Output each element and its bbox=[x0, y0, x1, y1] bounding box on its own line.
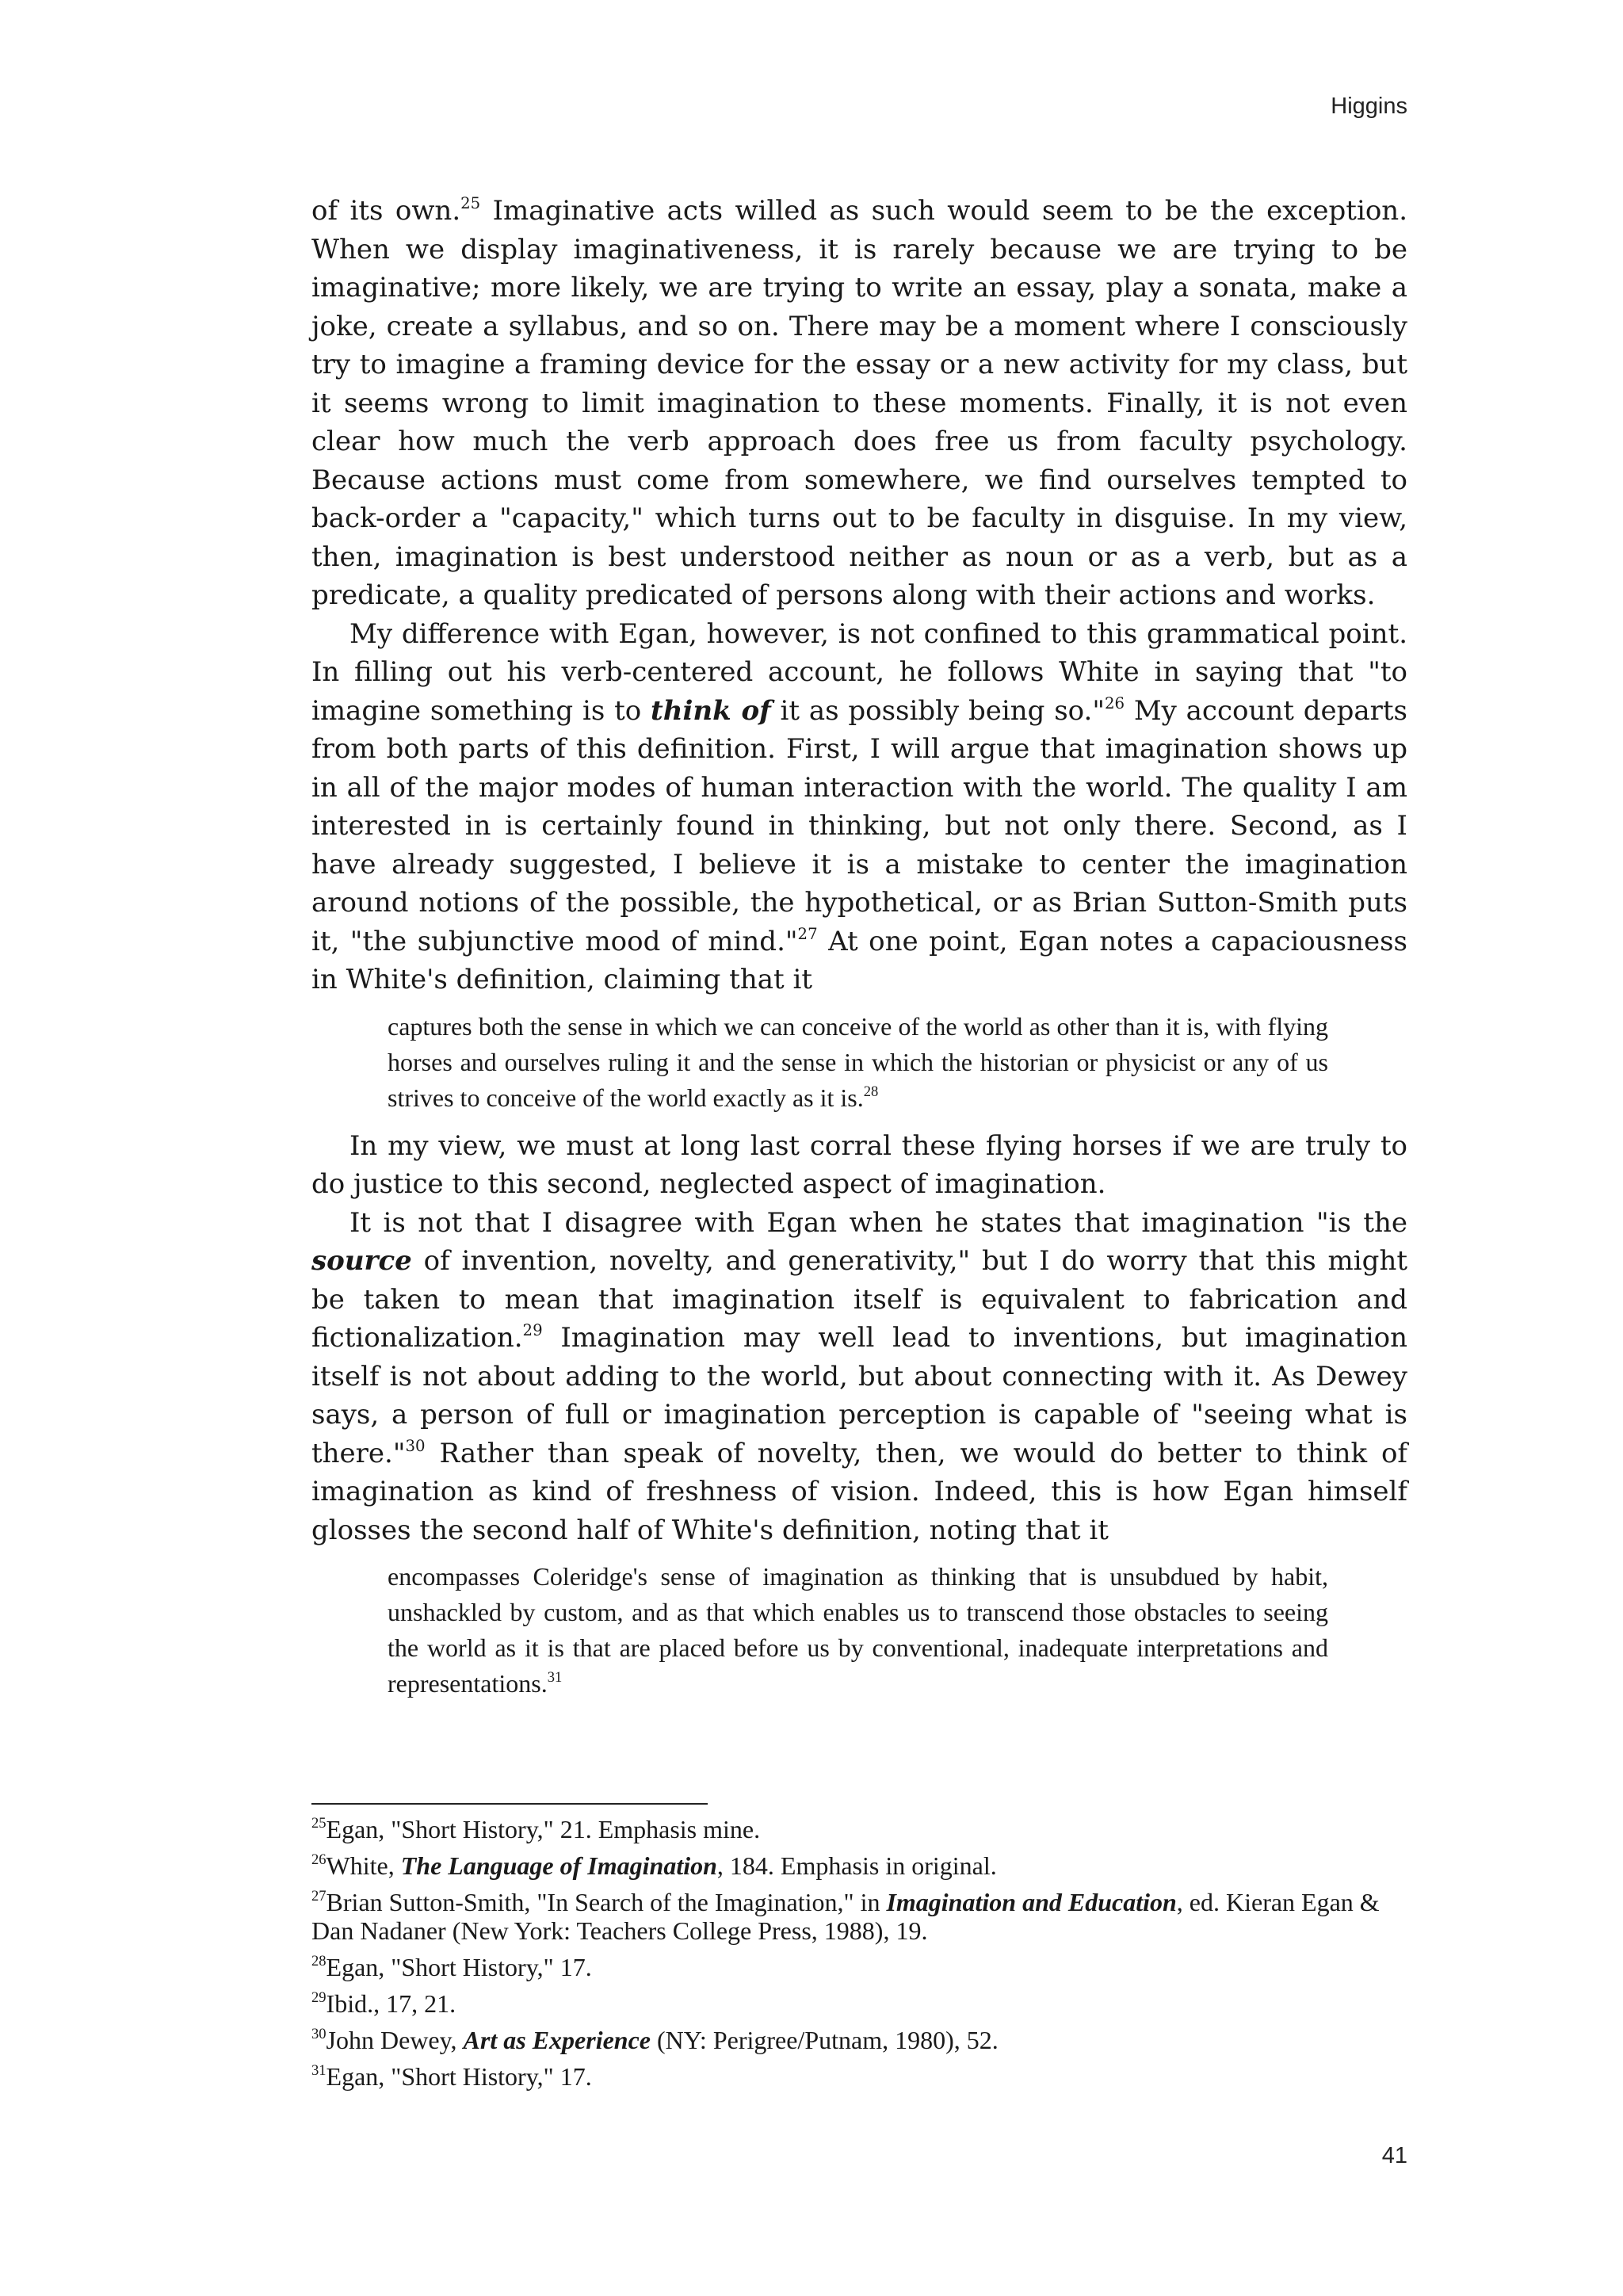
footnote-ref-30[interactable]: 30 bbox=[405, 1436, 426, 1455]
footnote-ref-27[interactable]: 27 bbox=[797, 924, 818, 943]
quote-text: captures both the sense in which we can conceive of the world as other than it is, with flying horses and ourselves ruling it and the sense in which the historian or physicist or any of us strives to conceive of the world exactly as it is. bbox=[388, 1011, 1328, 1112]
cited-title: Imagination and Education bbox=[886, 1888, 1177, 1916]
footnotes bbox=[311, 1815, 1421, 2099]
footnote-divider bbox=[311, 1803, 708, 1805]
footnote-29 bbox=[311, 1989, 1421, 2018]
footnote-28 bbox=[311, 1953, 1421, 1981]
quote-text: encompasses Coleridge's sense of imagination as thinking that is unsubdued by habit, unshackled by custom, and as that which enables us to transcend those obstacles to seeing the world as it is that are placed before us by conventional, inadequate interpretations and representations. bbox=[388, 1562, 1328, 1698]
cited-title: Art as Experience bbox=[463, 2026, 651, 2054]
text-run: It is not that I disagree with Egan when he states that imagination "is the bbox=[349, 1206, 1407, 1239]
footnote-number: 31 bbox=[311, 2062, 327, 2080]
emphasis-source: source bbox=[311, 1245, 412, 1277]
footnote-number: 29 bbox=[311, 1989, 327, 2007]
paragraph-2 bbox=[311, 615, 1407, 999]
footnote-text: Egan, "Short History," 17. bbox=[326, 1953, 592, 1981]
paragraph-1 bbox=[311, 192, 1407, 615]
footnote-number: 27 bbox=[311, 1888, 327, 1905]
footnote-text: Ibid., 17, 21. bbox=[326, 1989, 456, 2018]
footnote-31 bbox=[311, 2062, 1421, 2091]
paragraph-4 bbox=[311, 1204, 1407, 1550]
footnote-text: John Dewey, bbox=[326, 2026, 464, 2054]
paragraph-3: In my view, we must at long last corral these flying horses if we are truly to do justice to this second, neglected aspect of imagination. bbox=[311, 1129, 1407, 1200]
footnote-25 bbox=[311, 1815, 1421, 1843]
block-quote-2 bbox=[388, 1559, 1328, 1702]
footnote-ref-29[interactable]: 29 bbox=[522, 1321, 543, 1340]
text-run: it as possibly being so." bbox=[770, 694, 1105, 727]
footnote-27 bbox=[311, 1888, 1421, 1945]
footnote-ref-31[interactable]: 31 bbox=[547, 1669, 563, 1687]
text-run: Rather than speak of novelty, then, we would do better to think of imagination as kind of freshness of vision. Indeed, this is how Egan himself glosses the second half of White's definition, noting that it bbox=[311, 1437, 1407, 1546]
footnote-number: 30 bbox=[311, 2026, 327, 2043]
footnote-ref-26[interactable]: 26 bbox=[1104, 693, 1125, 712]
block-quote-1 bbox=[388, 1009, 1328, 1116]
footnote-number: 28 bbox=[311, 1953, 327, 1970]
text-run: At one point, Egan notes a capaciousness in White's definition, claiming that it bbox=[311, 925, 1408, 995]
footnote-number: 25 bbox=[311, 1815, 327, 1832]
footnote-text: , 184. Emphasis in original. bbox=[716, 1851, 997, 1880]
footnote-ref-28[interactable]: 28 bbox=[863, 1083, 879, 1100]
emphasis-think-of: think of bbox=[651, 694, 771, 727]
text-run: My account departs from both parts of this definition. First, I will argue that imagination shows up in all of the major modes of human interaction with the world. The quality I am interested in is certainly found in thinking, but not only there. Second, as I have already suggested, I believe it is a mistake to center the imagination around notions of the possible, the hypothetical, or as Brian Sutton-Smith puts it, "the subjunctive mood of mind." bbox=[311, 694, 1408, 957]
footnote-text: Egan, "Short History," 17. bbox=[326, 2062, 592, 2091]
text-run: Imagination may well lead to inventions, but imagination itself is not about adding to the world, but about connecting with it. As Dewey says, a person of full or imagination perception is capable of "seeing what is there." bbox=[311, 1322, 1407, 1469]
footnote-text: Brian Sutton-Smith, "In Search of the Imagination," in bbox=[326, 1888, 887, 1916]
page-number: 41 bbox=[1381, 2143, 1407, 2168]
footnote-number: 26 bbox=[311, 1851, 327, 1869]
text-run: Imaginative acts willed as such would seem to be the exception. When we display imaginativeness, it is rarely because we are trying to be imaginative; more likely, we are trying to write an essay, play a sonata, make a joke, create a syllabus, and so on. There may be a moment where I consciously try to imagine a framing device for the essay or a new activity for my class, but it seems wrong to limit imagination to these moments. Finally, it is not even clear how much the verb approach does free us from faculty psychology. Because actions must come from somewhere, we find ourselves tempted to back-order a "capacity," which turns out to be faculty in disguise. In my view, then, imagination is best understood neither as noun or as a verb, but as a predicate, a quality predicated of persons along with their actions and works. bbox=[311, 195, 1408, 611]
text-run: of invention, novelty, and generativity," but I do worry that this might be taken to mean that imagination itself is equivalent to fabrication and fictionalization. bbox=[311, 1245, 1407, 1354]
footnote-30 bbox=[311, 2026, 1421, 2054]
footnote-text: White, bbox=[326, 1851, 401, 1880]
footnote-26 bbox=[311, 1851, 1421, 1880]
footnote-ref-25[interactable]: 25 bbox=[460, 194, 481, 213]
text-run: of its own. bbox=[311, 195, 461, 227]
body-text bbox=[311, 192, 1407, 1713]
footnote-text: Egan, "Short History," 21. Emphasis mine. bbox=[326, 1815, 761, 1843]
cited-title: The Language of Imagination bbox=[400, 1851, 717, 1880]
running-head: Higgins bbox=[1331, 94, 1407, 119]
text-run: My difference with Egan, however, is not confined to this grammatical point. In filling out his verb-centered account, he follows White in saying that "to imagine something is to bbox=[311, 617, 1407, 727]
footnote-text: (NY: Perigree/Putnam, 1980), 52. bbox=[650, 2026, 999, 2054]
footnote-text: , ed. Kieran Egan & Dan Nadaner (New York: Teachers College Press, 1988), 19. bbox=[311, 1888, 1380, 1945]
